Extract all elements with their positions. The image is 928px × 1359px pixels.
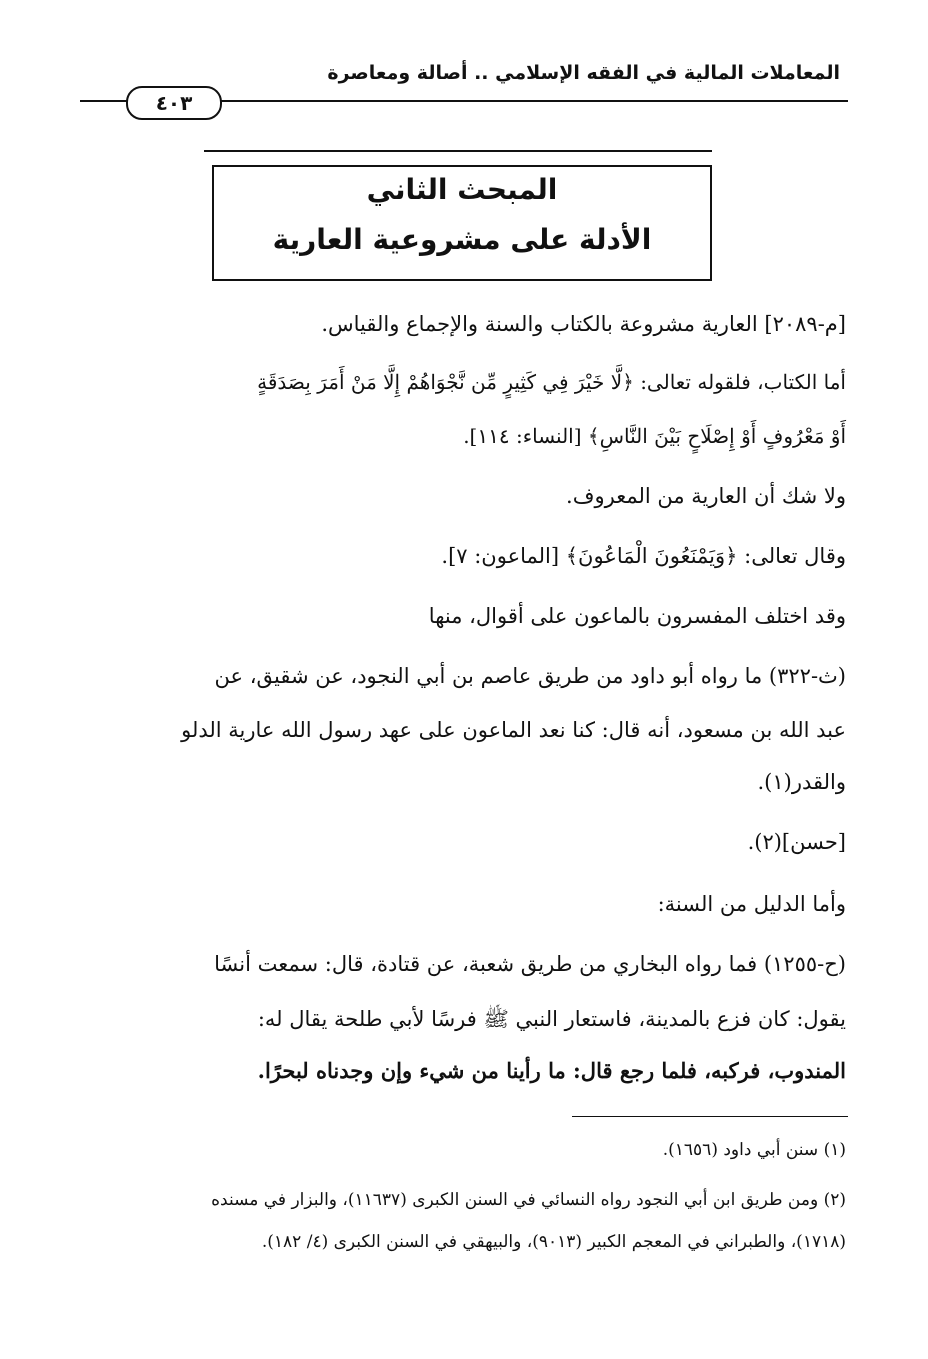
footnote-2b: (١٧١٨)، والطبراني في المعجم الكبير (٩٠١٣)، والبيهقي في السنن الكبرى (٤/ ١٨٢). (261, 1232, 846, 1252)
paragraph-athar-c: والقدر(١). (757, 770, 846, 794)
section-heading-box (212, 165, 712, 281)
paragraph-athar-b: عبد الله بن مسعود، أنه قال: كنا نعد الماعون على عهد رسول الله عارية الدلو (181, 718, 846, 742)
paragraph-maruf: ولا شك أن العارية من المعروف. (566, 484, 846, 508)
paragraph-athar-a: (ث-٣٢٢) ما رواه أبو داود من طريق عاصم بن أبي النجود، عن شقيق، عن (214, 664, 846, 688)
paragraph-quran-1b: أَوْ مَعْرُوفٍ أَوْ إِصْلَاحٍ بَيْنَ النَّاسِ﴾ [النساء: ١١٤]. (463, 424, 846, 448)
paragraph-intro: [م-٢٠٨٩] العارية مشروعة بالكتاب والسنة والإجماع والقياس. (321, 312, 846, 336)
paragraph-sunnah-intro: وأما الدليل من السنة: (657, 892, 846, 916)
paragraph-quran-2: وقال تعالى: ﴿وَيَمْنَعُونَ الْمَاعُونَ﴾ [الماعون: ٧]. (441, 544, 846, 568)
section-subheading: الأدلة على مشروعية العارية (272, 223, 652, 256)
paragraph-quran-1a: أما الكتاب، فلقوله تعالى: ﴿لَّا خَيْرَ فِي كَثِيرٍ مِّن نَّجْوَاهُمْ إِلَّا مَنْ أَمَرَ بِصَدَقَةٍ (257, 370, 846, 394)
running-title: المعاملات المالية في الفقه الإسلامي .. أصالة ومعاصرة (327, 62, 840, 84)
section-box-top-rule (204, 150, 712, 152)
footnote-2a: (٢) ومن طريق ابن أبي النجود رواه النسائي في السنن الكبرى (١١٦٣٧)، والبزار في مسنده (211, 1190, 846, 1210)
section-heading: المبحث الثاني (366, 173, 558, 206)
paragraph-hadith-c: المندوب، فركبه، فلما رجع قال: ما رأينا من شيء وإن وجدناه لبحرًا. (257, 1058, 846, 1083)
footnote-1: (١) سنن أبي داود (١٦٥٦). (662, 1140, 846, 1160)
footnote-rule (572, 1116, 848, 1117)
paragraph-hadith-a: (ح-١٢٥٥) فما رواه البخاري من طريق شعبة، عن قتادة، قال: سمعت أنسًا (214, 952, 846, 976)
paragraph-mufassirun: وقد اختلف المفسرون بالماعون على أقوال، منها (428, 604, 846, 628)
paragraph-hadith-b: يقول: كان فزع بالمدينة، فاستعار النبي ﷺ فرسًا لأبي طلحة يقال له: (257, 1007, 846, 1031)
grading-hasan: [حسن](٢). (747, 830, 846, 854)
page-number: ٤٠٣ (126, 86, 222, 120)
